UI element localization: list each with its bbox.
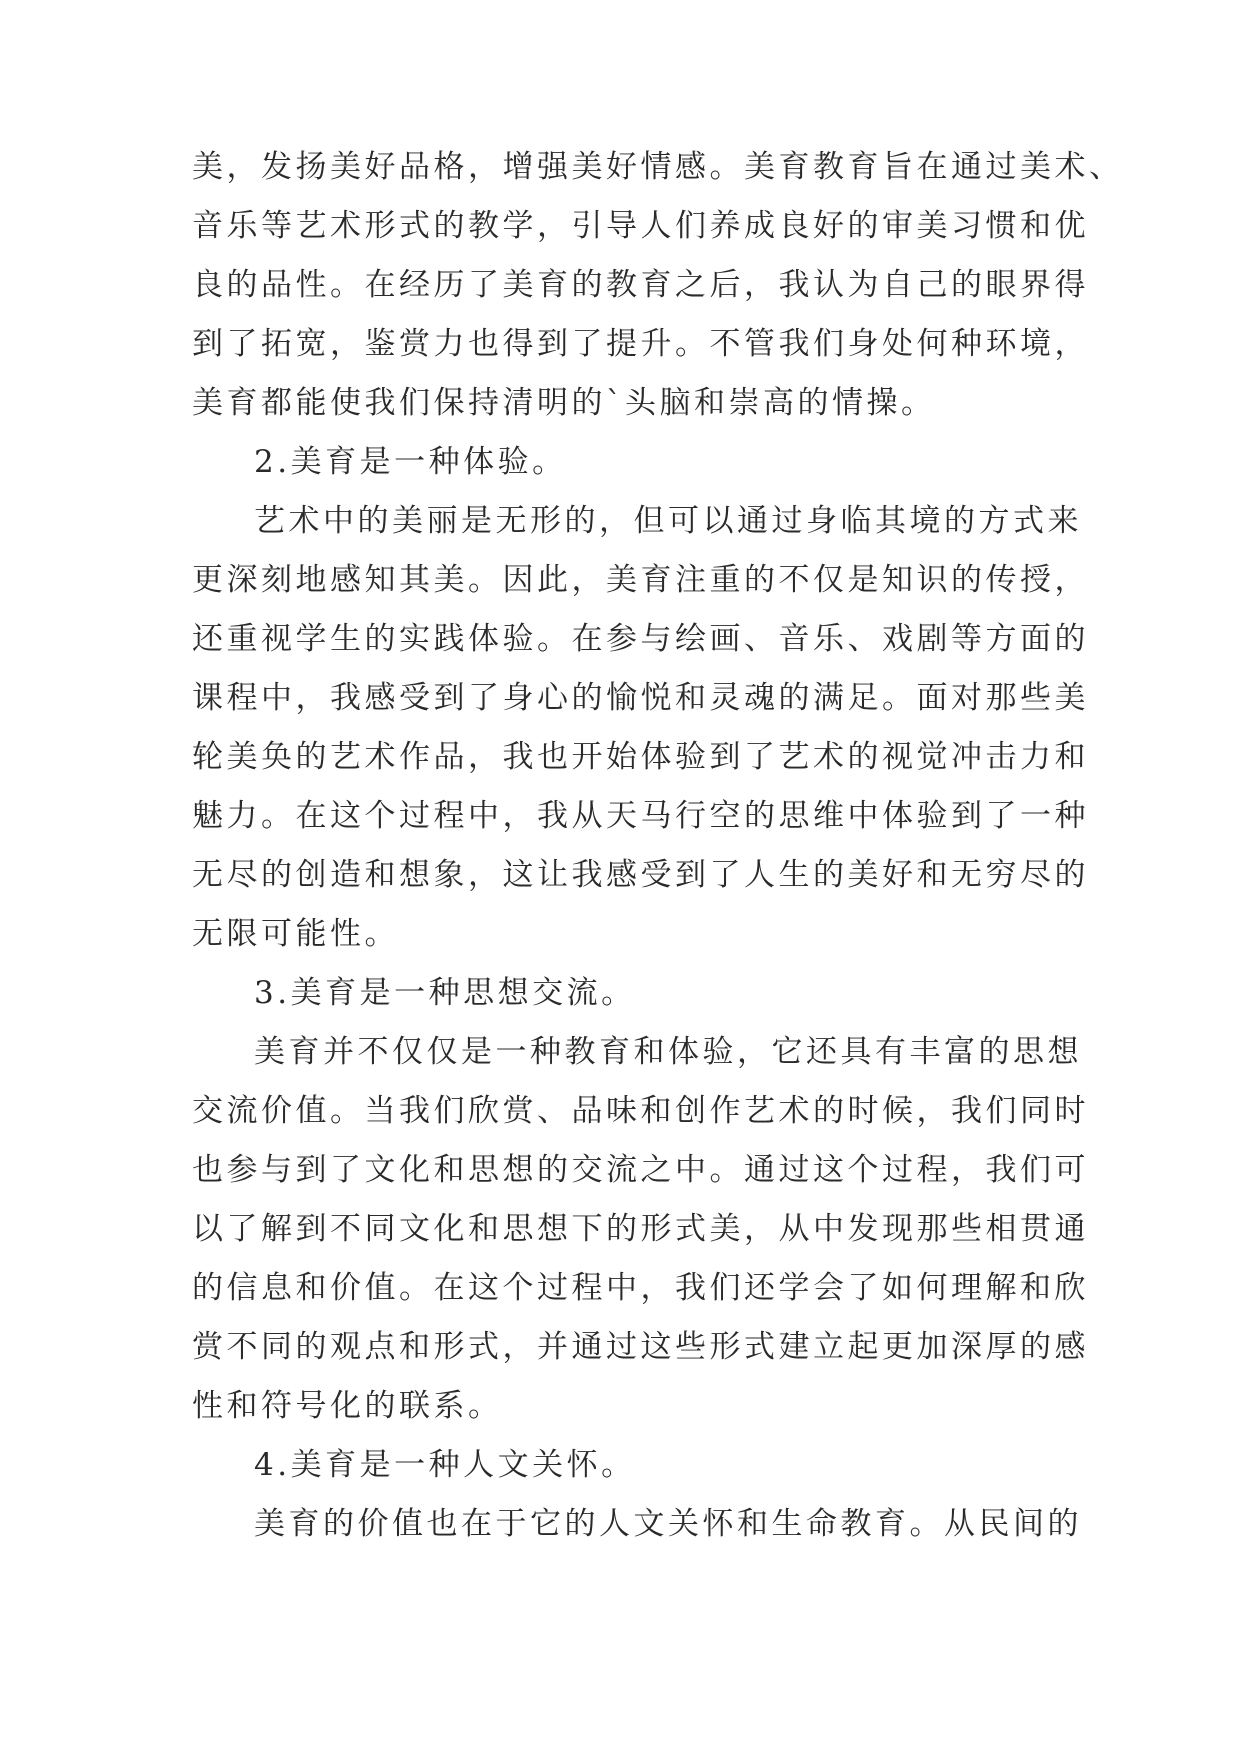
paragraph-first-line: 艺术中的美丽是无形的，但可以通过身临其境的方式来 xyxy=(254,503,1082,539)
text-line: 美，发扬美好品格，增强美好情感。美育教育旨在通过美术、 xyxy=(192,149,1124,185)
text-line: 良的品性。在经历了美育的教育之后，我认为自己的眼界得 xyxy=(192,267,1089,303)
text-line: 音乐等艺术形式的教学，引导人们养成良好的审美习惯和优 xyxy=(192,208,1089,244)
text-line: 更深刻地感知其美。因此，美育注重的不仅是知识的传授， xyxy=(192,562,1089,598)
text-line: 以了解到不同文化和思想下的形式美，从中发现那些相贯通 xyxy=(192,1211,1089,1247)
paragraph-first-line: 3.美育是一种思想交流。 xyxy=(254,975,636,1011)
text-line: 无限可能性。 xyxy=(192,916,399,952)
text-line: 魅力。在这个过程中，我从天马行空的思维中体验到了一种 xyxy=(192,798,1089,834)
text-line: 课程中，我感受到了身心的愉悦和灵魂的满足。面对那些美 xyxy=(192,680,1089,716)
paragraph-first-line: 美育并不仅仅是一种教育和体验，它还具有丰富的思想 xyxy=(254,1034,1082,1070)
text-line: 无尽的创造和想象，这让我感受到了人生的美好和无穷尽的 xyxy=(192,857,1089,893)
text-line: 到了拓宽，鉴赏力也得到了提升。不管我们身处何种环境， xyxy=(192,326,1089,362)
text-line: 还重视学生的实践体验。在参与绘画、音乐、戏剧等方面的 xyxy=(192,621,1089,657)
text-line: 美育都能使我们保持清明的`头脑和崇高的情操。 xyxy=(192,385,936,421)
text-line: 赏不同的观点和形式，并通过这些形式建立起更加深厚的感 xyxy=(192,1329,1089,1365)
text-line: 的信息和价值。在这个过程中，我们还学会了如何理解和欣 xyxy=(192,1270,1089,1306)
essay-body xyxy=(192,138,1124,1554)
text-line: 轮美奂的艺术作品，我也开始体验到了艺术的视觉冲击力和 xyxy=(192,739,1089,775)
paragraph-first-line: 4.美育是一种人文关怀。 xyxy=(254,1447,636,1483)
text-line: 也参与到了文化和思想的交流之中。通过这个过程，我们可 xyxy=(192,1152,1089,1188)
text-line: 交流价值。当我们欣赏、品味和创作艺术的时候，我们同时 xyxy=(192,1093,1089,1129)
paragraph-first-line: 2.美育是一种体验。 xyxy=(254,444,567,480)
paragraph-first-line: 美育的价值也在于它的人文关怀和生命教育。从民间的 xyxy=(254,1506,1082,1542)
text-line: 性和符号化的联系。 xyxy=(192,1388,503,1424)
